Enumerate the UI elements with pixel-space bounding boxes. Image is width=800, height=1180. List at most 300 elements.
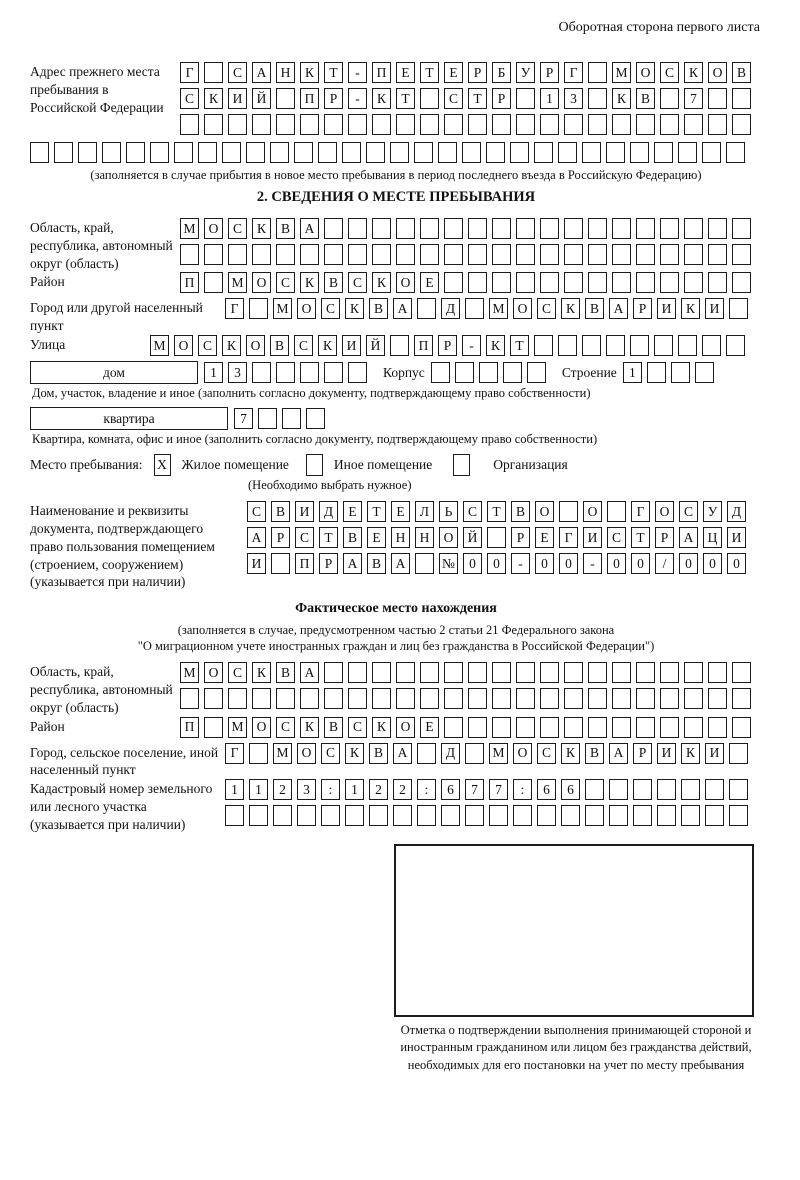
char-cell[interactable]: [606, 142, 625, 163]
char-cell[interactable]: [414, 142, 433, 163]
char-cell[interactable]: [726, 335, 745, 356]
char-cell[interactable]: [444, 114, 463, 135]
char-cell[interactable]: Ь: [439, 501, 458, 522]
char-cell[interactable]: Е: [343, 501, 362, 522]
char-cell[interactable]: [345, 805, 364, 826]
char-cell[interactable]: А: [252, 62, 271, 83]
char-cell[interactable]: О: [297, 298, 316, 319]
char-cell[interactable]: Е: [420, 272, 439, 293]
char-cell[interactable]: Г: [559, 527, 578, 548]
char-cell[interactable]: 2: [273, 779, 292, 800]
char-cell[interactable]: [294, 142, 313, 163]
char-cell[interactable]: В: [276, 662, 295, 683]
char-cell[interactable]: О: [204, 662, 223, 683]
char-cell[interactable]: [348, 244, 367, 265]
char-cell[interactable]: [564, 717, 583, 738]
char-cell[interactable]: [444, 272, 463, 293]
char-cell[interactable]: [660, 272, 679, 293]
char-cell[interactable]: [513, 805, 532, 826]
char-cell[interactable]: [204, 244, 223, 265]
char-cell[interactable]: В: [585, 743, 604, 764]
char-cell[interactable]: М: [273, 743, 292, 764]
char-cell[interactable]: [630, 335, 649, 356]
char-cell[interactable]: [588, 688, 607, 709]
char-cell[interactable]: [660, 717, 679, 738]
char-cell[interactable]: Т: [487, 501, 506, 522]
char-cell[interactable]: И: [657, 298, 676, 319]
char-cell[interactable]: [246, 142, 265, 163]
char-cell[interactable]: [420, 88, 439, 109]
char-cell[interactable]: [252, 114, 271, 135]
char-cell[interactable]: [612, 272, 631, 293]
char-cell[interactable]: [417, 743, 436, 764]
char-cell[interactable]: С: [660, 62, 679, 83]
char-cell[interactable]: [705, 805, 724, 826]
char-cell[interactable]: 0: [463, 553, 482, 574]
char-cell[interactable]: С: [247, 501, 266, 522]
char-cell[interactable]: [30, 142, 49, 163]
char-cell[interactable]: [588, 114, 607, 135]
char-cell[interactable]: В: [324, 717, 343, 738]
char-cell[interactable]: [729, 743, 748, 764]
char-cell[interactable]: Е: [396, 62, 415, 83]
char-cell[interactable]: Р: [468, 62, 487, 83]
char-cell[interactable]: [732, 88, 751, 109]
char-cell[interactable]: [300, 114, 319, 135]
char-cell[interactable]: [420, 218, 439, 239]
char-cell[interactable]: Г: [225, 298, 244, 319]
char-cell[interactable]: Т: [631, 527, 650, 548]
char-cell[interactable]: [174, 142, 193, 163]
char-cell[interactable]: [249, 805, 268, 826]
char-cell[interactable]: [228, 244, 247, 265]
char-cell[interactable]: [612, 662, 631, 683]
char-cell[interactable]: С: [180, 88, 199, 109]
house-type-box[interactable]: дом: [30, 361, 198, 384]
char-cell[interactable]: [276, 244, 295, 265]
char-cell[interactable]: В: [271, 501, 290, 522]
char-cell[interactable]: [252, 362, 271, 383]
char-cell[interactable]: Р: [511, 527, 530, 548]
char-cell[interactable]: Н: [391, 527, 410, 548]
char-cell[interactable]: [540, 662, 559, 683]
char-cell[interactable]: М: [228, 717, 247, 738]
char-cell[interactable]: К: [222, 335, 241, 356]
char-cell[interactable]: Р: [655, 527, 674, 548]
char-cell[interactable]: Й: [463, 527, 482, 548]
char-cell[interactable]: [444, 717, 463, 738]
char-cell[interactable]: О: [252, 717, 271, 738]
char-cell[interactable]: [684, 244, 703, 265]
char-cell[interactable]: К: [372, 272, 391, 293]
char-cell[interactable]: [588, 62, 607, 83]
char-cell[interactable]: 3: [564, 88, 583, 109]
char-cell[interactable]: [249, 298, 268, 319]
char-cell[interactable]: 0: [607, 553, 626, 574]
char-cell[interactable]: [660, 218, 679, 239]
char-cell[interactable]: У: [703, 501, 722, 522]
char-cell[interactable]: [348, 688, 367, 709]
char-cell[interactable]: [372, 244, 391, 265]
checkbox-inoe[interactable]: [306, 454, 323, 476]
char-cell[interactable]: [660, 688, 679, 709]
char-cell[interactable]: О: [655, 501, 674, 522]
char-cell[interactable]: [465, 805, 484, 826]
char-cell[interactable]: С: [679, 501, 698, 522]
char-cell[interactable]: Р: [492, 88, 511, 109]
char-cell[interactable]: [396, 688, 415, 709]
char-cell[interactable]: И: [657, 743, 676, 764]
char-cell[interactable]: [225, 805, 244, 826]
char-cell[interactable]: О: [439, 527, 458, 548]
char-cell[interactable]: [487, 527, 506, 548]
char-cell[interactable]: А: [609, 298, 628, 319]
char-cell[interactable]: О: [396, 717, 415, 738]
char-cell[interactable]: [390, 142, 409, 163]
char-cell[interactable]: :: [321, 779, 340, 800]
char-cell[interactable]: Г: [564, 62, 583, 83]
char-cell[interactable]: В: [270, 335, 289, 356]
char-cell[interactable]: 2: [393, 779, 412, 800]
char-cell[interactable]: П: [180, 717, 199, 738]
char-cell[interactable]: А: [343, 553, 362, 574]
char-cell[interactable]: 0: [727, 553, 746, 574]
char-cell[interactable]: [657, 805, 676, 826]
char-cell[interactable]: [558, 335, 577, 356]
char-cell[interactable]: [588, 662, 607, 683]
char-cell[interactable]: [468, 662, 487, 683]
char-cell[interactable]: С: [321, 743, 340, 764]
char-cell[interactable]: С: [348, 717, 367, 738]
char-cell[interactable]: [582, 335, 601, 356]
char-cell[interactable]: С: [228, 62, 247, 83]
char-cell[interactable]: К: [561, 743, 580, 764]
char-cell[interactable]: Г: [631, 501, 650, 522]
char-cell[interactable]: М: [489, 743, 508, 764]
char-cell[interactable]: В: [732, 62, 751, 83]
char-cell[interactable]: 1: [623, 362, 642, 383]
char-cell[interactable]: П: [372, 62, 391, 83]
char-cell[interactable]: [468, 244, 487, 265]
char-cell[interactable]: О: [174, 335, 193, 356]
char-cell[interactable]: [678, 335, 697, 356]
char-cell[interactable]: [390, 335, 409, 356]
char-cell[interactable]: [372, 662, 391, 683]
char-cell[interactable]: И: [583, 527, 602, 548]
char-cell[interactable]: -: [583, 553, 602, 574]
char-cell[interactable]: В: [324, 272, 343, 293]
char-cell[interactable]: И: [705, 298, 724, 319]
char-cell[interactable]: 1: [540, 88, 559, 109]
char-cell[interactable]: Е: [391, 501, 410, 522]
char-cell[interactable]: [702, 335, 721, 356]
char-cell[interactable]: [300, 362, 319, 383]
char-cell[interactable]: Е: [535, 527, 554, 548]
char-cell[interactable]: [468, 688, 487, 709]
char-cell[interactable]: [588, 272, 607, 293]
char-cell[interactable]: [559, 501, 578, 522]
char-cell[interactable]: [660, 244, 679, 265]
char-cell[interactable]: О: [535, 501, 554, 522]
char-cell[interactable]: [348, 662, 367, 683]
char-cell[interactable]: [564, 688, 583, 709]
char-cell[interactable]: [78, 142, 97, 163]
char-cell[interactable]: [612, 688, 631, 709]
char-cell[interactable]: [678, 142, 697, 163]
char-cell[interactable]: [516, 114, 535, 135]
char-cell[interactable]: А: [393, 298, 412, 319]
char-cell[interactable]: М: [150, 335, 169, 356]
char-cell[interactable]: [324, 688, 343, 709]
char-cell[interactable]: К: [345, 298, 364, 319]
char-cell[interactable]: [54, 142, 73, 163]
char-cell[interactable]: [204, 717, 223, 738]
char-cell[interactable]: [198, 142, 217, 163]
char-cell[interactable]: [708, 662, 727, 683]
char-cell[interactable]: [204, 114, 223, 135]
char-cell[interactable]: [276, 688, 295, 709]
char-cell[interactable]: :: [417, 779, 436, 800]
char-cell[interactable]: В: [343, 527, 362, 548]
char-cell[interactable]: [492, 272, 511, 293]
char-cell[interactable]: [468, 114, 487, 135]
char-cell[interactable]: [588, 717, 607, 738]
char-cell[interactable]: [537, 805, 556, 826]
char-cell[interactable]: [393, 805, 412, 826]
char-cell[interactable]: [468, 272, 487, 293]
char-cell[interactable]: [588, 218, 607, 239]
char-cell[interactable]: [372, 114, 391, 135]
char-cell[interactable]: О: [513, 298, 532, 319]
char-cell[interactable]: [492, 114, 511, 135]
char-cell[interactable]: -: [462, 335, 481, 356]
char-cell[interactable]: [465, 298, 484, 319]
char-cell[interactable]: 6: [441, 779, 460, 800]
char-cell[interactable]: [444, 218, 463, 239]
char-cell[interactable]: С: [276, 272, 295, 293]
char-cell[interactable]: К: [300, 62, 319, 83]
char-cell[interactable]: 0: [703, 553, 722, 574]
char-cell[interactable]: [636, 717, 655, 738]
char-cell[interactable]: М: [228, 272, 247, 293]
char-cell[interactable]: С: [348, 272, 367, 293]
char-cell[interactable]: [300, 244, 319, 265]
char-cell[interactable]: [732, 717, 751, 738]
char-cell[interactable]: С: [228, 218, 247, 239]
char-cell[interactable]: [516, 218, 535, 239]
char-cell[interactable]: [228, 114, 247, 135]
char-cell[interactable]: О: [396, 272, 415, 293]
char-cell[interactable]: [420, 114, 439, 135]
char-cell[interactable]: [222, 142, 241, 163]
char-cell[interactable]: [561, 805, 580, 826]
char-cell[interactable]: В: [369, 743, 388, 764]
char-cell[interactable]: [273, 805, 292, 826]
char-cell[interactable]: [396, 114, 415, 135]
char-cell[interactable]: [684, 218, 703, 239]
char-cell[interactable]: С: [198, 335, 217, 356]
char-cell[interactable]: [708, 244, 727, 265]
char-cell[interactable]: [444, 662, 463, 683]
char-cell[interactable]: 7: [465, 779, 484, 800]
char-cell[interactable]: С: [537, 743, 556, 764]
checkbox-zhiloe[interactable]: X: [154, 454, 171, 476]
char-cell[interactable]: С: [444, 88, 463, 109]
char-cell[interactable]: Г: [225, 743, 244, 764]
char-cell[interactable]: [324, 218, 343, 239]
char-cell[interactable]: [732, 662, 751, 683]
char-cell[interactable]: [564, 114, 583, 135]
char-cell[interactable]: [633, 779, 652, 800]
char-cell[interactable]: Т: [324, 62, 343, 83]
char-cell[interactable]: О: [297, 743, 316, 764]
char-cell[interactable]: [180, 244, 199, 265]
char-cell[interactable]: [708, 88, 727, 109]
char-cell[interactable]: В: [585, 298, 604, 319]
char-cell[interactable]: [492, 218, 511, 239]
char-cell[interactable]: [271, 553, 290, 574]
char-cell[interactable]: [306, 408, 325, 429]
char-cell[interactable]: А: [300, 662, 319, 683]
char-cell[interactable]: [684, 272, 703, 293]
char-cell[interactable]: №: [439, 553, 458, 574]
char-cell[interactable]: Т: [367, 501, 386, 522]
char-cell[interactable]: 0: [559, 553, 578, 574]
char-cell[interactable]: У: [516, 62, 535, 83]
char-cell[interactable]: Е: [367, 527, 386, 548]
char-cell[interactable]: В: [636, 88, 655, 109]
char-cell[interactable]: [396, 244, 415, 265]
char-cell[interactable]: [540, 717, 559, 738]
char-cell[interactable]: С: [228, 662, 247, 683]
char-cell[interactable]: [252, 244, 271, 265]
char-cell[interactable]: [324, 362, 343, 383]
char-cell[interactable]: К: [345, 743, 364, 764]
char-cell[interactable]: [630, 142, 649, 163]
char-cell[interactable]: [564, 218, 583, 239]
char-cell[interactable]: [342, 142, 361, 163]
char-cell[interactable]: И: [228, 88, 247, 109]
char-cell[interactable]: 1: [225, 779, 244, 800]
char-cell[interactable]: [582, 142, 601, 163]
char-cell[interactable]: А: [300, 218, 319, 239]
char-cell[interactable]: С: [295, 527, 314, 548]
char-cell[interactable]: Г: [180, 62, 199, 83]
char-cell[interactable]: К: [561, 298, 580, 319]
char-cell[interactable]: -: [511, 553, 530, 574]
char-cell[interactable]: :: [513, 779, 532, 800]
char-cell[interactable]: О: [252, 272, 271, 293]
char-cell[interactable]: К: [204, 88, 223, 109]
char-cell[interactable]: [204, 272, 223, 293]
char-cell[interactable]: Т: [420, 62, 439, 83]
char-cell[interactable]: Д: [319, 501, 338, 522]
char-cell[interactable]: Т: [319, 527, 338, 548]
char-cell[interactable]: [516, 88, 535, 109]
char-cell[interactable]: 1: [204, 362, 223, 383]
char-cell[interactable]: [527, 362, 546, 383]
char-cell[interactable]: С: [294, 335, 313, 356]
char-cell[interactable]: [708, 717, 727, 738]
char-cell[interactable]: В: [276, 218, 295, 239]
char-cell[interactable]: -: [348, 62, 367, 83]
char-cell[interactable]: [276, 362, 295, 383]
char-cell[interactable]: [415, 553, 434, 574]
char-cell[interactable]: [564, 244, 583, 265]
char-cell[interactable]: [455, 362, 474, 383]
char-cell[interactable]: О: [636, 62, 655, 83]
char-cell[interactable]: [417, 298, 436, 319]
char-cell[interactable]: 3: [297, 779, 316, 800]
char-cell[interactable]: [660, 88, 679, 109]
char-cell[interactable]: [654, 335, 673, 356]
char-cell[interactable]: [492, 244, 511, 265]
char-cell[interactable]: 0: [631, 553, 650, 574]
char-cell[interactable]: К: [300, 717, 319, 738]
char-cell[interactable]: /: [655, 553, 674, 574]
char-cell[interactable]: [372, 218, 391, 239]
char-cell[interactable]: [489, 805, 508, 826]
char-cell[interactable]: [705, 779, 724, 800]
char-cell[interactable]: [516, 272, 535, 293]
char-cell[interactable]: [702, 142, 721, 163]
char-cell[interactable]: [468, 717, 487, 738]
char-cell[interactable]: [681, 779, 700, 800]
char-cell[interactable]: Д: [727, 501, 746, 522]
char-cell[interactable]: [726, 142, 745, 163]
char-cell[interactable]: С: [607, 527, 626, 548]
char-cell[interactable]: [607, 501, 626, 522]
char-cell[interactable]: В: [369, 298, 388, 319]
char-cell[interactable]: Н: [415, 527, 434, 548]
char-cell[interactable]: [564, 272, 583, 293]
char-cell[interactable]: [348, 114, 367, 135]
char-cell[interactable]: М: [273, 298, 292, 319]
char-cell[interactable]: 7: [234, 408, 253, 429]
char-cell[interactable]: [510, 142, 529, 163]
char-cell[interactable]: [276, 114, 295, 135]
char-cell[interactable]: [654, 142, 673, 163]
char-cell[interactable]: О: [204, 218, 223, 239]
char-cell[interactable]: [534, 142, 553, 163]
char-cell[interactable]: [612, 717, 631, 738]
char-cell[interactable]: Й: [252, 88, 271, 109]
char-cell[interactable]: [420, 662, 439, 683]
char-cell[interactable]: [102, 142, 121, 163]
char-cell[interactable]: К: [252, 662, 271, 683]
char-cell[interactable]: [684, 717, 703, 738]
char-cell[interactable]: [228, 688, 247, 709]
char-cell[interactable]: 0: [535, 553, 554, 574]
char-cell[interactable]: П: [295, 553, 314, 574]
char-cell[interactable]: [297, 805, 316, 826]
char-cell[interactable]: О: [708, 62, 727, 83]
char-cell[interactable]: 3: [228, 362, 247, 383]
char-cell[interactable]: И: [705, 743, 724, 764]
char-cell[interactable]: [534, 335, 553, 356]
char-cell[interactable]: [609, 805, 628, 826]
char-cell[interactable]: Л: [415, 501, 434, 522]
char-cell[interactable]: 1: [249, 779, 268, 800]
char-cell[interactable]: Р: [319, 553, 338, 574]
char-cell[interactable]: [684, 688, 703, 709]
char-cell[interactable]: [258, 408, 277, 429]
char-cell[interactable]: С: [321, 298, 340, 319]
char-cell[interactable]: [438, 142, 457, 163]
char-cell[interactable]: А: [679, 527, 698, 548]
char-cell[interactable]: Н: [276, 62, 295, 83]
char-cell[interactable]: [606, 335, 625, 356]
